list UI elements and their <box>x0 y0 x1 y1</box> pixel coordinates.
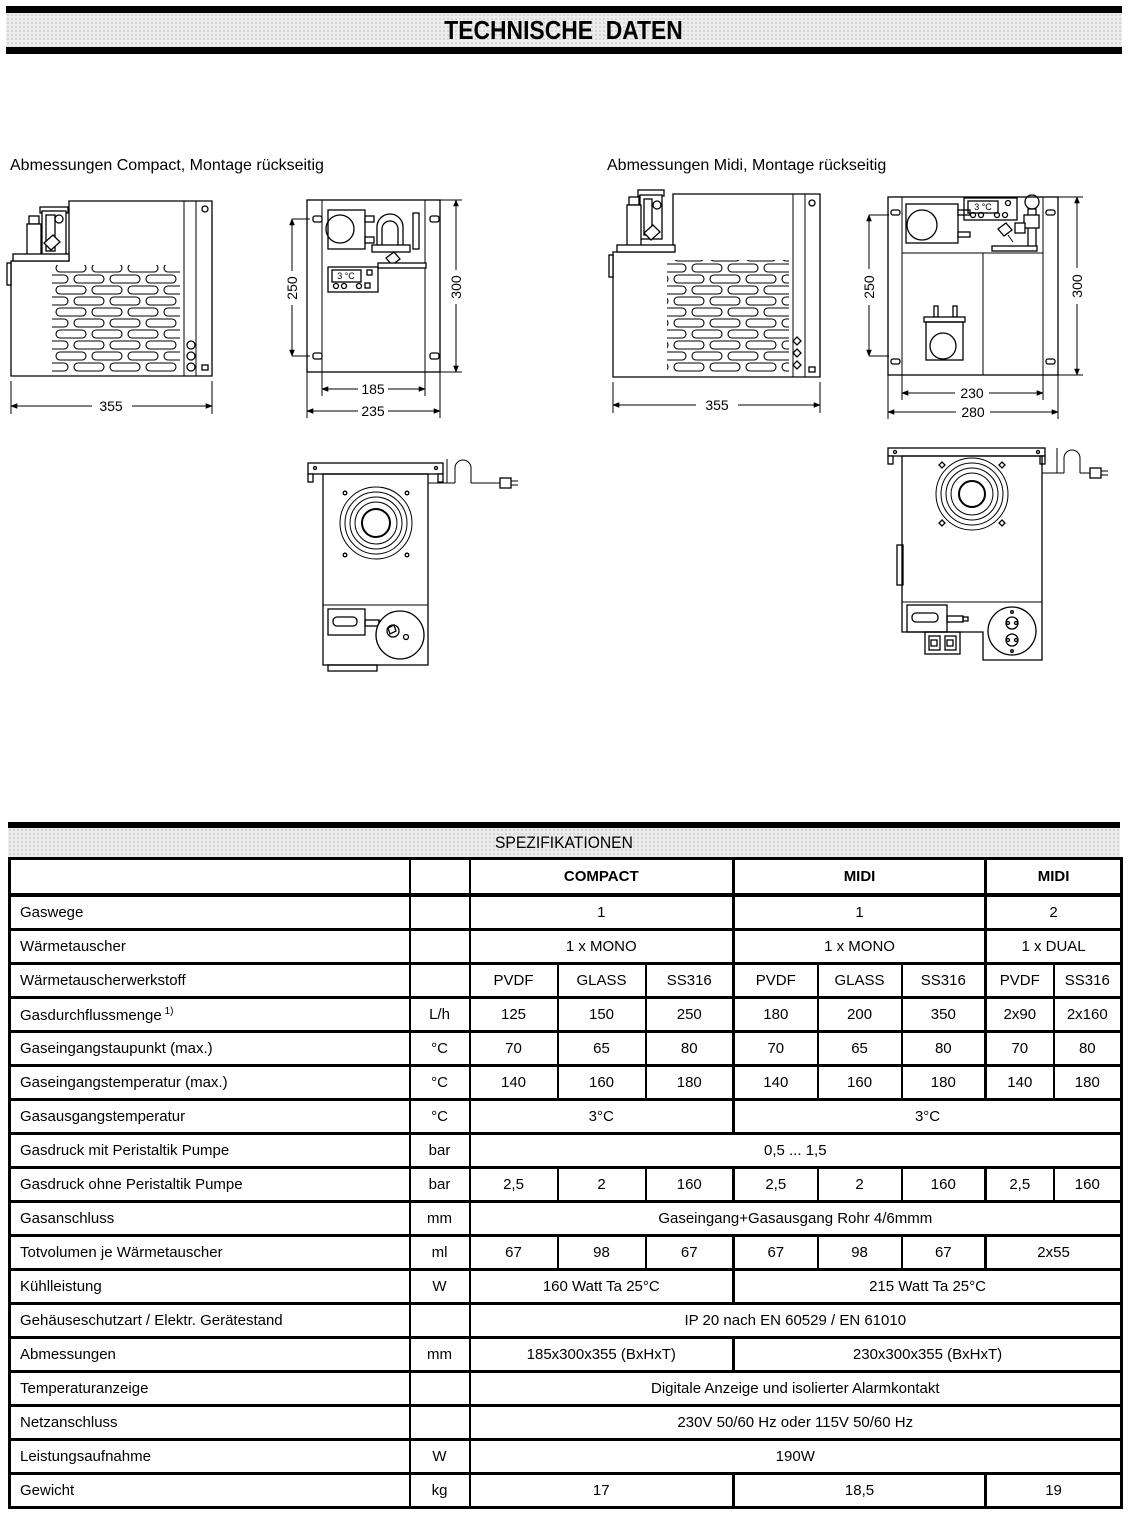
peristaltic-pump-icon <box>326 210 374 249</box>
dim-label: 355 <box>705 397 729 413</box>
spec-row-label: Totvolumen je Wärmetauscher <box>10 1236 410 1270</box>
spec-cell: 150 <box>558 998 646 1032</box>
table-row <box>10 1304 1122 1338</box>
spec-row-unit <box>410 964 470 998</box>
table-row <box>10 1202 1122 1236</box>
spec-cell: 2 <box>818 1168 902 1202</box>
spec-cell: 18,5 <box>734 1474 986 1508</box>
table-row <box>10 1270 1122 1304</box>
valve-and-lamp-icons <box>992 195 1039 251</box>
spec-cell: 350 <box>902 998 986 1032</box>
dimension-height <box>1058 197 1085 375</box>
dim-label: 300 <box>448 275 464 299</box>
midi-drawing-caption: Abmessungen Midi, Montage rückseitig <box>607 157 887 174</box>
spec-cell: 2 <box>558 1168 646 1202</box>
spec-cell: 70 <box>986 1032 1054 1066</box>
spec-cell: 67 <box>470 1236 558 1270</box>
dim-label: 355 <box>99 398 123 414</box>
spec-row-unit: L/h <box>410 998 470 1032</box>
mounting-flange <box>308 463 443 474</box>
spec-row-label: Gaswege <box>10 895 410 930</box>
spec-row-label: Netzanschluss <box>10 1406 410 1440</box>
spec-cell: 140 <box>986 1066 1054 1100</box>
heat-exchanger-icon <box>907 605 968 632</box>
spec-cell: 230x300x355 (BxHxT) <box>734 1338 1122 1372</box>
table-row <box>10 1168 1122 1202</box>
power-cord <box>1042 448 1108 478</box>
spec-header-row <box>10 859 1122 896</box>
table-row <box>10 1440 1122 1474</box>
midi-rear-view-drawing <box>600 185 845 420</box>
spec-cell: SS316 <box>1054 964 1122 998</box>
spec-cell: 180 <box>1054 1066 1122 1100</box>
top-rule <box>6 6 1122 13</box>
spec-cell: 2,5 <box>986 1168 1054 1202</box>
spec-col-group-compact-0: COMPACT <box>470 859 734 896</box>
screw-hole-icon <box>809 200 815 206</box>
spec-row-unit: mm <box>410 1202 470 1236</box>
spec-row-unit: W <box>410 1270 470 1304</box>
spec-cell: PVDF <box>734 964 818 998</box>
spec-row-label: Gaseingangstemperatur (max.) <box>10 1066 410 1100</box>
table-row <box>10 1032 1122 1066</box>
dimension-depth-inner <box>322 372 425 397</box>
table-row <box>10 998 1122 1032</box>
spec-cell: 80 <box>1054 1032 1122 1066</box>
spec-cell: 98 <box>558 1236 646 1270</box>
spec-cell: IP 20 nach EN 60529 / EN 61010 <box>470 1304 1122 1338</box>
spec-cell: PVDF <box>470 964 558 998</box>
spec-section <box>8 822 1120 1509</box>
dim-label: 250 <box>861 275 877 299</box>
table-row <box>10 930 1122 964</box>
dimension-mount-height <box>861 215 889 356</box>
spec-row-label: Temperaturanzeige <box>10 1372 410 1406</box>
heat-exchanger-tube-icon <box>372 213 426 268</box>
spec-cell: 180 <box>646 1066 734 1100</box>
spec-cell: PVDF <box>986 964 1054 998</box>
spec-table <box>8 857 1123 1509</box>
temperature-display <box>964 198 1017 220</box>
spec-cell: 140 <box>470 1066 558 1100</box>
spec-cell: Gaseingang+Gasausgang Rohr 4/6mmm <box>470 1202 1122 1236</box>
spec-cell: 160 <box>902 1168 986 1202</box>
spec-cell: 67 <box>646 1236 734 1270</box>
page-title: TECHNISCHE DATEN <box>444 14 684 45</box>
spec-cell: 125 <box>470 998 558 1032</box>
gas-connector-plate-icon <box>988 607 1036 655</box>
spec-cell: 200 <box>818 998 902 1032</box>
spec-row-unit <box>410 1304 470 1338</box>
spec-cell: 0,5 ... 1,5 <box>470 1134 1122 1168</box>
table-row <box>10 964 1122 998</box>
spec-row-unit: bar <box>410 1168 470 1202</box>
temperature-display <box>328 267 378 292</box>
spec-cell: 17 <box>470 1474 734 1508</box>
spec-row-label: Gewicht <box>10 1474 410 1508</box>
spec-cell: 2,5 <box>470 1168 558 1202</box>
dim-label: 280 <box>961 404 985 420</box>
spec-cell: 160 <box>818 1066 902 1100</box>
spec-col-group-midi-1: MIDI <box>734 859 986 896</box>
spec-header-empty-label <box>10 859 410 896</box>
pump-assembly-icon <box>13 207 69 261</box>
plug-icon <box>1090 468 1101 478</box>
display-value: 3 °C <box>337 271 355 281</box>
dimension-height <box>440 200 464 372</box>
spec-header-empty-unit <box>410 859 470 896</box>
dimension-depth-inner <box>902 375 1043 401</box>
spec-cell: Digitale Anzeige und isolierter Alarmkontakt <box>470 1372 1122 1406</box>
spec-cell: 160 <box>646 1168 734 1202</box>
spec-cell: 2x160 <box>1054 998 1122 1032</box>
compact-front-view-drawing <box>270 185 470 435</box>
spec-cell: 180 <box>734 998 818 1032</box>
compact-drawing-caption: Abmessungen Compact, Montage rückseitig <box>10 157 324 174</box>
midi-front-view-drawing <box>840 185 1088 430</box>
device-outline <box>902 456 1042 660</box>
heat-exchanger-icon <box>328 609 384 635</box>
spec-cell: SS316 <box>646 964 734 998</box>
spec-cell: 67 <box>902 1236 986 1270</box>
mains-connector-icon <box>925 632 960 654</box>
dim-label: 235 <box>361 403 385 419</box>
table-row <box>10 1066 1122 1100</box>
spec-row-unit: °C <box>410 1032 470 1066</box>
spec-cell: 215 Watt Ta 25°C <box>734 1270 1122 1304</box>
spec-row-unit: °C <box>410 1100 470 1134</box>
spec-cell: 2,5 <box>734 1168 818 1202</box>
spec-cell: 2x90 <box>986 998 1054 1032</box>
spec-cell: 1 <box>734 895 986 930</box>
spec-row-unit: kg <box>410 1474 470 1508</box>
spec-cell: 160 <box>1054 1168 1122 1202</box>
spec-cell: 160 Watt Ta 25°C <box>470 1270 734 1304</box>
spec-cell: 3°C <box>470 1100 734 1134</box>
spec-cell: 1 x DUAL <box>986 930 1122 964</box>
spec-row-unit: mm <box>410 1338 470 1372</box>
fan-icon <box>340 487 412 559</box>
midi-top-view-drawing <box>850 428 1115 696</box>
table-row <box>10 1372 1122 1406</box>
spec-cell: 1 x MONO <box>470 930 734 964</box>
mounting-flange <box>184 201 208 376</box>
page-title-band <box>6 13 1122 47</box>
heat-exchanger-icon <box>924 306 965 360</box>
spec-cell: SS316 <box>902 964 986 998</box>
spec-row-unit: bar <box>410 1134 470 1168</box>
spec-cell: 1 x MONO <box>734 930 986 964</box>
spec-cell: 180 <box>902 1066 986 1100</box>
spec-cell: 65 <box>558 1032 646 1066</box>
spec-cell: 160 <box>558 1066 646 1100</box>
spec-table-title: SPEZIFIKATIONEN <box>495 832 633 852</box>
louver-grid <box>52 265 180 373</box>
spec-cell: 250 <box>646 998 734 1032</box>
spec-row-label: Gasdruck mit Peristaltik Pumpe <box>10 1134 410 1168</box>
spec-title-band <box>8 828 1120 857</box>
table-row <box>10 1134 1122 1168</box>
spec-row-unit <box>410 895 470 930</box>
spec-cell: 1 <box>470 895 734 930</box>
mounting-flange <box>888 448 1045 456</box>
compact-rear-view-drawing <box>0 185 230 417</box>
mounting-flange <box>793 194 815 377</box>
spec-cell: 140 <box>734 1066 818 1100</box>
footnote-marker: 1) <box>161 1005 174 1017</box>
spec-row-label: Kühlleistung <box>10 1270 410 1304</box>
dim-label: 230 <box>960 385 984 401</box>
spec-row-label: Wärmetauscher <box>10 930 410 964</box>
spec-cell: 80 <box>902 1032 986 1066</box>
display-value: 3 °C <box>974 202 992 212</box>
spec-cell: 70 <box>470 1032 558 1066</box>
louver-grid <box>667 260 789 372</box>
spec-cell: 230V 50/60 Hz oder 115V 50/60 Hz <box>470 1406 1122 1440</box>
spec-cell: 2x55 <box>986 1236 1122 1270</box>
screw-hole-icon <box>202 206 208 212</box>
table-row <box>10 1236 1122 1270</box>
spec-cell: 3°C <box>734 1100 1122 1134</box>
table-row <box>10 895 1122 930</box>
spec-cell: 190W <box>470 1440 1122 1474</box>
spec-cell: 80 <box>646 1032 734 1066</box>
spec-cell: 19 <box>986 1474 1122 1508</box>
spec-cell: 70 <box>734 1032 818 1066</box>
table-row <box>10 1100 1122 1134</box>
spec-cell: 67 <box>734 1236 818 1270</box>
table-row <box>10 1406 1122 1440</box>
spec-cell: GLASS <box>558 964 646 998</box>
spec-cell: 98 <box>818 1236 902 1270</box>
spec-col-group-midi-2: MIDI <box>986 859 1122 896</box>
title-under-rule <box>6 47 1122 54</box>
table-row <box>10 1338 1122 1372</box>
spec-cell: 185x300x355 (BxHxT) <box>470 1338 734 1372</box>
spec-row-unit: W <box>410 1440 470 1474</box>
pump-disc-icon <box>376 611 424 659</box>
peristaltic-pump-icon <box>906 204 970 243</box>
spec-row-label: Gasausgangstemperatur <box>10 1100 410 1134</box>
dim-label: 185 <box>361 381 385 397</box>
table-row <box>10 1474 1122 1508</box>
spec-row-label: Gehäuseschutzart / Elektr. Gerätestand <box>10 1304 410 1338</box>
compact-top-view-drawing <box>295 437 535 687</box>
dimension-mount-height <box>284 219 310 356</box>
spec-row-label: Abmessungen <box>10 1338 410 1372</box>
pump-assembly-icon <box>617 190 675 252</box>
spec-row-label: Wärmetauscherwerkstoff <box>10 964 410 998</box>
plug-icon <box>500 478 511 488</box>
spec-row-unit: °C <box>410 1066 470 1100</box>
dim-label: 250 <box>284 276 300 300</box>
spec-cell: GLASS <box>818 964 902 998</box>
fan-icon <box>936 458 1008 530</box>
dimension-width <box>613 382 820 413</box>
spec-cell: 2 <box>986 895 1122 930</box>
spec-row-unit: ml <box>410 1236 470 1270</box>
dimension-width <box>11 381 212 414</box>
spec-row-label: Gaseingangstaupunkt (max.) <box>10 1032 410 1066</box>
spec-row-label: Gasdruck ohne Peristaltik Pumpe <box>10 1168 410 1202</box>
spec-row-unit <box>410 930 470 964</box>
dim-label: 300 <box>1069 274 1085 298</box>
spec-row-unit <box>410 1406 470 1440</box>
spec-row-label: Gasanschluss <box>10 1202 410 1236</box>
spec-cell: 65 <box>818 1032 902 1066</box>
spec-row-unit <box>410 1372 470 1406</box>
spec-row-label: Leistungsaufnahme <box>10 1440 410 1474</box>
spec-row-label: Gasdurchflussmenge $^{1)}$ <box>10 998 410 1032</box>
